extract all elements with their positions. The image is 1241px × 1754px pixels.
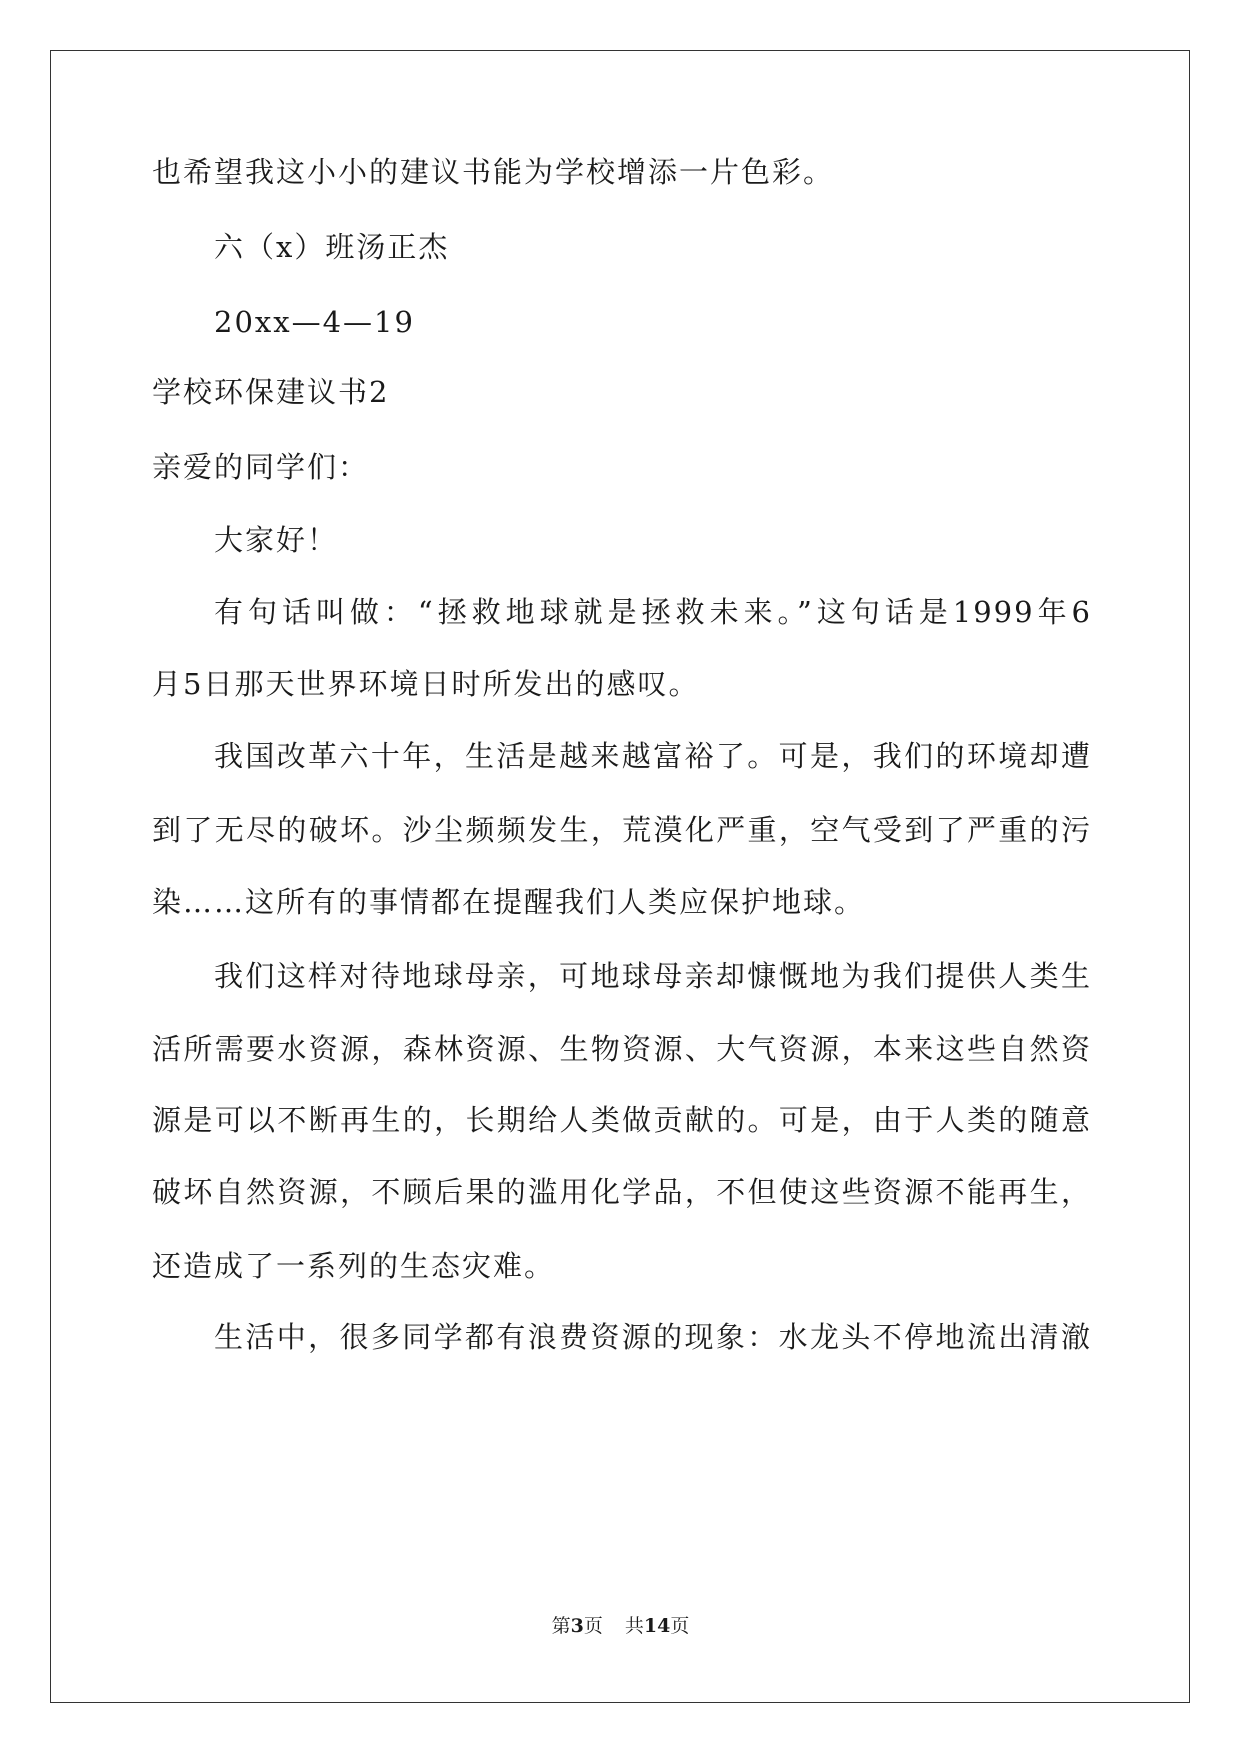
page-current: 3	[570, 1615, 584, 1637]
page-prefix: 第	[551, 1615, 571, 1637]
text-line: 到了无尽的破坏。沙尘频频发生，荒漠化严重，空气受到了严重的污	[152, 813, 1092, 847]
page-suffix: 页	[583, 1615, 603, 1637]
text-line: 我国改革六十年，生活是越来越富裕了。可是，我们的环境却遭	[214, 739, 1092, 773]
text-line: 20xx—4—19	[214, 305, 415, 339]
text-line: 六（x）班汤正杰	[214, 230, 450, 264]
text-line: 学校环保建议书2	[152, 375, 390, 409]
page-total: 14	[643, 1615, 671, 1637]
page-frame	[50, 50, 1190, 1703]
page-footer	[0, 1614, 1241, 1638]
text-line: 还造成了一系列的生态灾难。	[152, 1249, 556, 1283]
text-line: 生活中，很多同学都有浪费资源的现象：水龙头不停地流出清澈	[214, 1320, 1092, 1354]
text-line: 也希望我这小小的建议书能为学校增添一片色彩。	[152, 155, 835, 189]
total-prefix: 共	[624, 1615, 644, 1637]
text-line: 活所需要水资源，森林资源、生物资源、大气资源，本来这些自然资	[152, 1032, 1092, 1066]
text-line: 月5日那天世界环境日时所发出的感叹。	[152, 667, 700, 701]
total-suffix: 页	[670, 1615, 690, 1637]
text-line: 大家好！	[214, 523, 339, 557]
text-line: 我们这样对待地球母亲，可地球母亲却慷慨地为我们提供人类生	[214, 959, 1092, 993]
text-line: 有句话叫做：“拯救地球就是拯救未来。”这句话是1999年6	[214, 595, 1092, 629]
text-line: 源是可以不断再生的，长期给人类做贡献的。可是，由于人类的随意	[152, 1103, 1092, 1137]
text-line: 破坏自然资源，不顾后果的滥用化学品，不但使这些资源不能再生，	[152, 1175, 1092, 1209]
text-line: 染……这所有的事情都在提醒我们人类应保护地球。	[152, 885, 866, 919]
text-line: 亲爱的同学们：	[152, 450, 370, 484]
